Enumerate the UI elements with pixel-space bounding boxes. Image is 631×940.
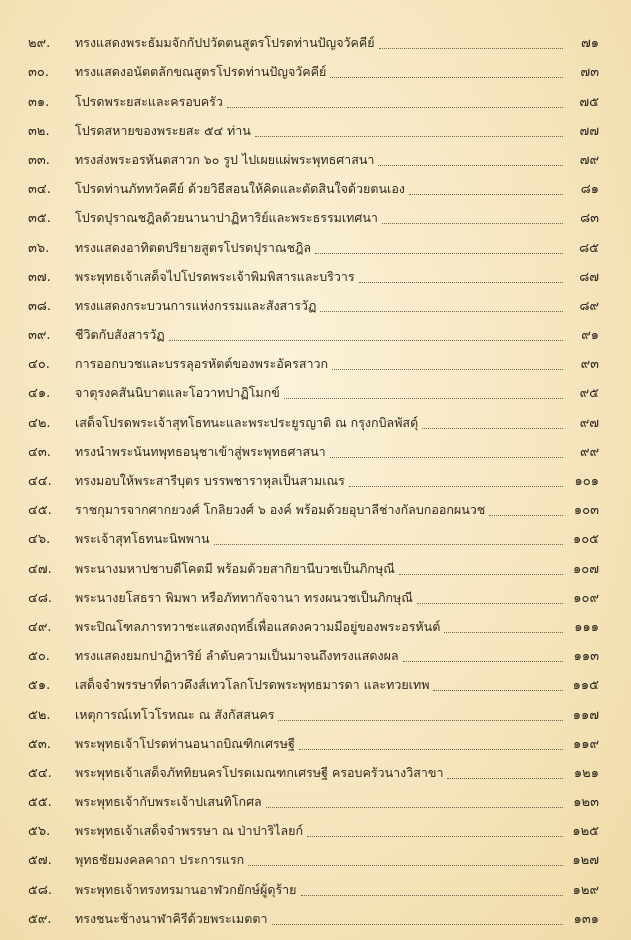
dot-leader bbox=[255, 136, 563, 137]
entry-number: ๓๓. bbox=[28, 152, 50, 168]
dot-leader bbox=[382, 223, 563, 224]
entry-page-number: ๗๕ bbox=[579, 94, 599, 110]
toc-entry bbox=[0, 30, 631, 59]
entry-line bbox=[75, 762, 599, 783]
entry-number: ๓๐. bbox=[28, 65, 49, 81]
toc-entry bbox=[0, 59, 631, 88]
entry-number: ๕๐. bbox=[28, 649, 50, 665]
dot-leader bbox=[403, 661, 563, 662]
entry-title: จาตุรงคสันนิบาตและโอวาทปาฏิโมกข์ bbox=[75, 385, 280, 401]
entry-page-number: ๙๕ bbox=[579, 386, 599, 402]
entry-line bbox=[75, 237, 599, 258]
entry-page-number: ๑๑๑ bbox=[574, 619, 599, 635]
entry-page-number: ๑๒๑ bbox=[573, 765, 599, 781]
entry-title: ทรงแสดงกระบวนการแห่งกรรมและสังสารวัฏ bbox=[75, 297, 317, 313]
entry-page-number: ๗๓ bbox=[580, 65, 599, 81]
dot-leader bbox=[417, 603, 563, 604]
dot-leader bbox=[227, 107, 563, 108]
dot-leader bbox=[379, 48, 563, 49]
toc-entry bbox=[0, 672, 631, 701]
entry-line bbox=[75, 266, 599, 287]
entry-line bbox=[75, 558, 599, 579]
toc-entry bbox=[0, 614, 631, 643]
entry-line bbox=[75, 791, 599, 812]
entry-title: โปรดพระยสะและครอบครัว bbox=[75, 93, 223, 109]
entry-number: ๔๕. bbox=[28, 503, 52, 519]
entry-number: ๓๒. bbox=[28, 123, 50, 139]
dot-leader bbox=[330, 77, 563, 78]
dot-leader bbox=[169, 340, 563, 341]
entry-title: พระพุทธเจ้าเสด็จไปโปรดพระเจ้าพิมพิสารและบริวาร bbox=[75, 268, 355, 284]
entry-number: ๕๓. bbox=[28, 736, 51, 752]
toc-entry bbox=[0, 760, 631, 789]
entry-title: พระพุทธเจ้าเสด็จจำพรรษา ณ ป่าปาริไลยก์ bbox=[75, 823, 304, 839]
entry-line bbox=[75, 412, 599, 433]
entry-number: ๓๙. bbox=[28, 328, 51, 344]
dot-leader bbox=[489, 515, 563, 516]
entry-number: ๕๒. bbox=[28, 707, 51, 723]
entry-page-number: ๑๐๕ bbox=[572, 532, 599, 548]
entry-page-number: ๑๑๓ bbox=[573, 649, 599, 665]
entry-line bbox=[75, 149, 599, 170]
entry-title: การออกบวชและบรรลุอรหัตต์ของพระอัครสาวก bbox=[75, 356, 329, 372]
entry-page-number: ๘๓ bbox=[580, 211, 599, 227]
entry-number: ๕๗. bbox=[28, 853, 52, 869]
entry-title: พระปิณโฑลภารทวาชะแสดงฤทธิ์เพื่อแสดงความมีอยู่ของพระอรหันต์ bbox=[75, 618, 441, 634]
toc-entry bbox=[0, 906, 631, 935]
dot-leader bbox=[284, 398, 563, 399]
entry-page-number: ๑๑๗ bbox=[572, 707, 599, 723]
toc-entry bbox=[0, 497, 631, 526]
dot-leader bbox=[447, 778, 563, 779]
entry-title: พุทธชัยมงคลคาถา ประการแรก bbox=[75, 852, 245, 868]
toc-entry bbox=[0, 731, 631, 760]
entry-line bbox=[75, 91, 599, 112]
entry-title: พระพุทธเจ้ากับพระเจ้าปเสนทิโกศล bbox=[75, 794, 262, 810]
entry-page-number: ๑๑๕ bbox=[572, 678, 599, 694]
entry-number: ๕๙. bbox=[28, 911, 52, 927]
entry-page-number: ๑๒๓ bbox=[573, 795, 599, 811]
entry-page-number: ๗๑ bbox=[580, 36, 599, 52]
entry-line bbox=[75, 820, 599, 841]
entry-page-number: ๙๑ bbox=[581, 328, 599, 344]
entry-page-number: ๘๙ bbox=[579, 298, 599, 314]
entry-line bbox=[75, 528, 599, 549]
entry-page-number: ๘๕ bbox=[579, 240, 599, 256]
entry-title: พระนางมหาปชาบดีโคตมี พร้อมด้วยสากิยานีบวชเป็นภิกษุณี bbox=[75, 560, 395, 576]
toc-entry bbox=[0, 701, 631, 730]
entry-line bbox=[75, 441, 599, 462]
toc-entry bbox=[0, 293, 631, 322]
entry-line bbox=[75, 704, 599, 725]
toc-entry bbox=[0, 380, 631, 409]
dot-leader bbox=[330, 457, 563, 458]
dot-leader bbox=[444, 632, 563, 633]
entry-title: พระพุทธเจ้าโปรดท่านอนาถบิณฑิกเศรษฐี bbox=[75, 735, 295, 751]
dot-leader bbox=[349, 486, 563, 487]
entry-line bbox=[75, 733, 599, 754]
dot-leader bbox=[409, 194, 563, 195]
entry-line bbox=[75, 499, 599, 520]
entry-title: ราชกุมารจากศากยวงศ์ โกลิยวงศ์ ๖ องค์ พร้อมด้วยอุบาลีช่างกัลบกออกผนวช bbox=[75, 502, 486, 518]
toc-entry bbox=[0, 322, 631, 351]
dot-leader bbox=[359, 282, 563, 283]
entry-page-number: ๑๒๕ bbox=[572, 824, 599, 840]
entry-page-number: ๗๗ bbox=[579, 123, 599, 139]
entry-title: ทรงส่งพระอรหันตสาวก ๖๐ รูป ไปเผยแผ่พระพุทธศาสนา bbox=[75, 151, 375, 167]
toc-entry bbox=[0, 847, 631, 876]
dot-leader bbox=[307, 836, 563, 837]
entry-title: พระพุทธเจ้าเสด็จภัททิยนครโปรดเมณฑกเศรษฐี ครอบครัวนางวิสาขา bbox=[75, 764, 444, 780]
toc-entry bbox=[0, 88, 631, 117]
entry-line bbox=[75, 645, 599, 666]
entry-line bbox=[75, 616, 599, 637]
entry-title: พระพุทธเจ้าทรงทรมานอาฬวกยักษ์ผู้ดุร้าย bbox=[75, 881, 297, 897]
toc-entry bbox=[0, 643, 631, 672]
entry-number: ๕๕. bbox=[28, 795, 52, 811]
entry-title: ทรงแสดงอนัตตลักขณสูตรโปรดท่านปัญจวัคคีย์ bbox=[75, 64, 327, 80]
entry-line bbox=[75, 849, 599, 870]
entry-line bbox=[75, 353, 599, 374]
dot-leader bbox=[299, 749, 563, 750]
entry-line bbox=[75, 908, 599, 929]
dot-leader bbox=[214, 544, 563, 545]
toc-entry bbox=[0, 526, 631, 555]
entry-line bbox=[75, 120, 599, 141]
entry-page-number: ๑๒๙ bbox=[572, 882, 599, 898]
toc-entry bbox=[0, 409, 631, 438]
entry-title: ทรงแสดงอาทิตตปริยายสูตรโปรดปุราณชฎิล bbox=[75, 239, 312, 255]
entry-line bbox=[75, 178, 599, 199]
dot-leader bbox=[332, 369, 563, 370]
dot-leader bbox=[266, 807, 563, 808]
entry-page-number: ๑๐๑ bbox=[574, 474, 599, 489]
entry-number: ๕๑. bbox=[28, 678, 51, 694]
entry-line bbox=[75, 879, 599, 900]
entry-line bbox=[75, 61, 599, 82]
dot-leader bbox=[399, 574, 563, 575]
entry-number: ๕๔. bbox=[28, 765, 52, 781]
entry-number: ๔๔. bbox=[28, 474, 52, 489]
toc-entry bbox=[0, 176, 631, 205]
entry-line bbox=[75, 295, 599, 316]
entry-page-number: ๑๐๗ bbox=[573, 561, 599, 577]
entry-page-number: ๘๑ bbox=[580, 182, 599, 198]
entry-title: ทรงชนะช้างนาฬาคิรีด้วยพระเมตตา bbox=[75, 910, 268, 926]
dot-leader bbox=[315, 253, 563, 254]
entry-line bbox=[75, 382, 599, 403]
entry-line bbox=[75, 207, 599, 228]
entry-page-number: ๑๓๑ bbox=[573, 911, 599, 927]
entry-title: เหตุการณ์เทโวโรหณะ ณ สังกัสสนคร bbox=[75, 706, 275, 722]
dot-leader bbox=[248, 865, 563, 866]
entry-number: ๔๘. bbox=[28, 590, 53, 606]
entry-title: โปรดปุราณชฎิลด้วยนานาปาฏิหาริย์และพระธรรมเทศนา bbox=[75, 210, 378, 226]
entry-line bbox=[75, 32, 599, 53]
entry-title: พระเจ้าสุทโธทนะนิพพาน bbox=[75, 531, 210, 547]
entry-title: ทรงนำพระนันทพุทธอนุชาเข้าสู่พระพุทธศาสนา bbox=[75, 443, 326, 459]
entry-number: ๔๐. bbox=[28, 357, 50, 373]
entry-page-number: ๙๙ bbox=[579, 444, 599, 460]
entry-line bbox=[75, 587, 599, 608]
entry-page-number: ๙๓ bbox=[580, 357, 599, 373]
entry-page-number: ๑๐๓ bbox=[573, 503, 599, 519]
dot-leader bbox=[378, 165, 563, 166]
toc-entry bbox=[0, 234, 631, 263]
entry-title: โปรดท่านภัททวัคคีย์ ด้วยวิธีสอนให้คิดและตัดสินใจด้วยตนเอง bbox=[75, 181, 405, 197]
entry-title: พระนางยโสธรา พิมพา หรือภัททากัจจานา ทรงผนวชเป็นภิกษุณี bbox=[75, 589, 413, 605]
entry-number: ๔๓. bbox=[28, 444, 51, 460]
entry-title: เสด็จโปรดพระเจ้าสุทโธทนะและพระประยูรญาติ ณ กรุงกบิลพัสดุ์ bbox=[75, 414, 419, 430]
toc-entry bbox=[0, 585, 631, 614]
entry-line bbox=[75, 674, 599, 695]
entry-page-number: ๑๐๙ bbox=[573, 590, 599, 606]
entry-title: ชีวิตกับสังสารวัฏ bbox=[75, 327, 165, 343]
entry-number: ๓๕. bbox=[28, 211, 51, 227]
entry-number: ๓๗. bbox=[28, 269, 51, 285]
entry-title: ทรงมอบให้พระสารีบุตร บรรพชาราหุลเป็นสามเณร bbox=[75, 473, 345, 488]
entry-number: ๔๒. bbox=[28, 415, 51, 431]
toc-entry bbox=[0, 876, 631, 905]
toc-entry bbox=[0, 147, 631, 176]
entry-line bbox=[75, 324, 599, 345]
toc-entry bbox=[0, 264, 631, 293]
dot-leader bbox=[278, 720, 563, 721]
entry-number: ๔๖. bbox=[28, 532, 51, 548]
entry-number: ๓๔. bbox=[28, 182, 51, 198]
entry-page-number: ๙๗ bbox=[579, 415, 599, 431]
entry-number: ๔๑. bbox=[28, 386, 51, 402]
dot-leader bbox=[301, 895, 564, 896]
entry-page-number: ๘๗ bbox=[579, 269, 599, 285]
dot-leader bbox=[433, 690, 563, 691]
toc-entry bbox=[0, 468, 631, 497]
entry-page-number: ๑๑๙ bbox=[572, 736, 599, 752]
toc-entry bbox=[0, 439, 631, 468]
dot-leader bbox=[320, 311, 563, 312]
entry-number: ๔๙. bbox=[28, 619, 52, 635]
entry-page-number: ๗๙ bbox=[579, 152, 599, 168]
entry-number: ๓๖. bbox=[28, 240, 50, 256]
toc-entry bbox=[0, 118, 631, 147]
entry-number: ๒๙. bbox=[28, 36, 51, 52]
toc-entry bbox=[0, 205, 631, 234]
entry-title: เสด็จจำพรรษาที่ดาวดึงส์เทวโลกโปรดพระพุทธมารดา และทวยเทพ bbox=[75, 677, 430, 693]
dot-leader bbox=[422, 428, 563, 429]
entry-title: ทรงแสดงพระธัมมจักกัปปวัตตนสูตรโปรดท่านปัญจวัคคีย์ bbox=[75, 35, 375, 51]
toc-entry bbox=[0, 351, 631, 380]
entry-number: ๓๑. bbox=[28, 94, 50, 110]
entry-number: ๕๘. bbox=[28, 882, 53, 898]
entry-number: ๕๖. bbox=[28, 824, 51, 840]
entry-number: ๓๘. bbox=[28, 298, 52, 314]
toc-entry bbox=[0, 818, 631, 847]
entry-title: โปรดสหายของพระยสะ ๕๔ ท่าน bbox=[75, 122, 251, 138]
toc-entry bbox=[0, 789, 631, 818]
entry-page-number: ๑๒๗ bbox=[572, 853, 599, 869]
entry-title: ทรงแสดงยมกปาฏิหาริย์ ลำดับความเป็นมาจนถึงทรงแสดงผล bbox=[75, 648, 399, 664]
entry-line bbox=[75, 470, 599, 491]
toc-entry bbox=[0, 555, 631, 584]
table-of-contents bbox=[0, 30, 631, 935]
dot-leader bbox=[272, 924, 563, 925]
entry-number: ๔๗. bbox=[28, 561, 52, 577]
